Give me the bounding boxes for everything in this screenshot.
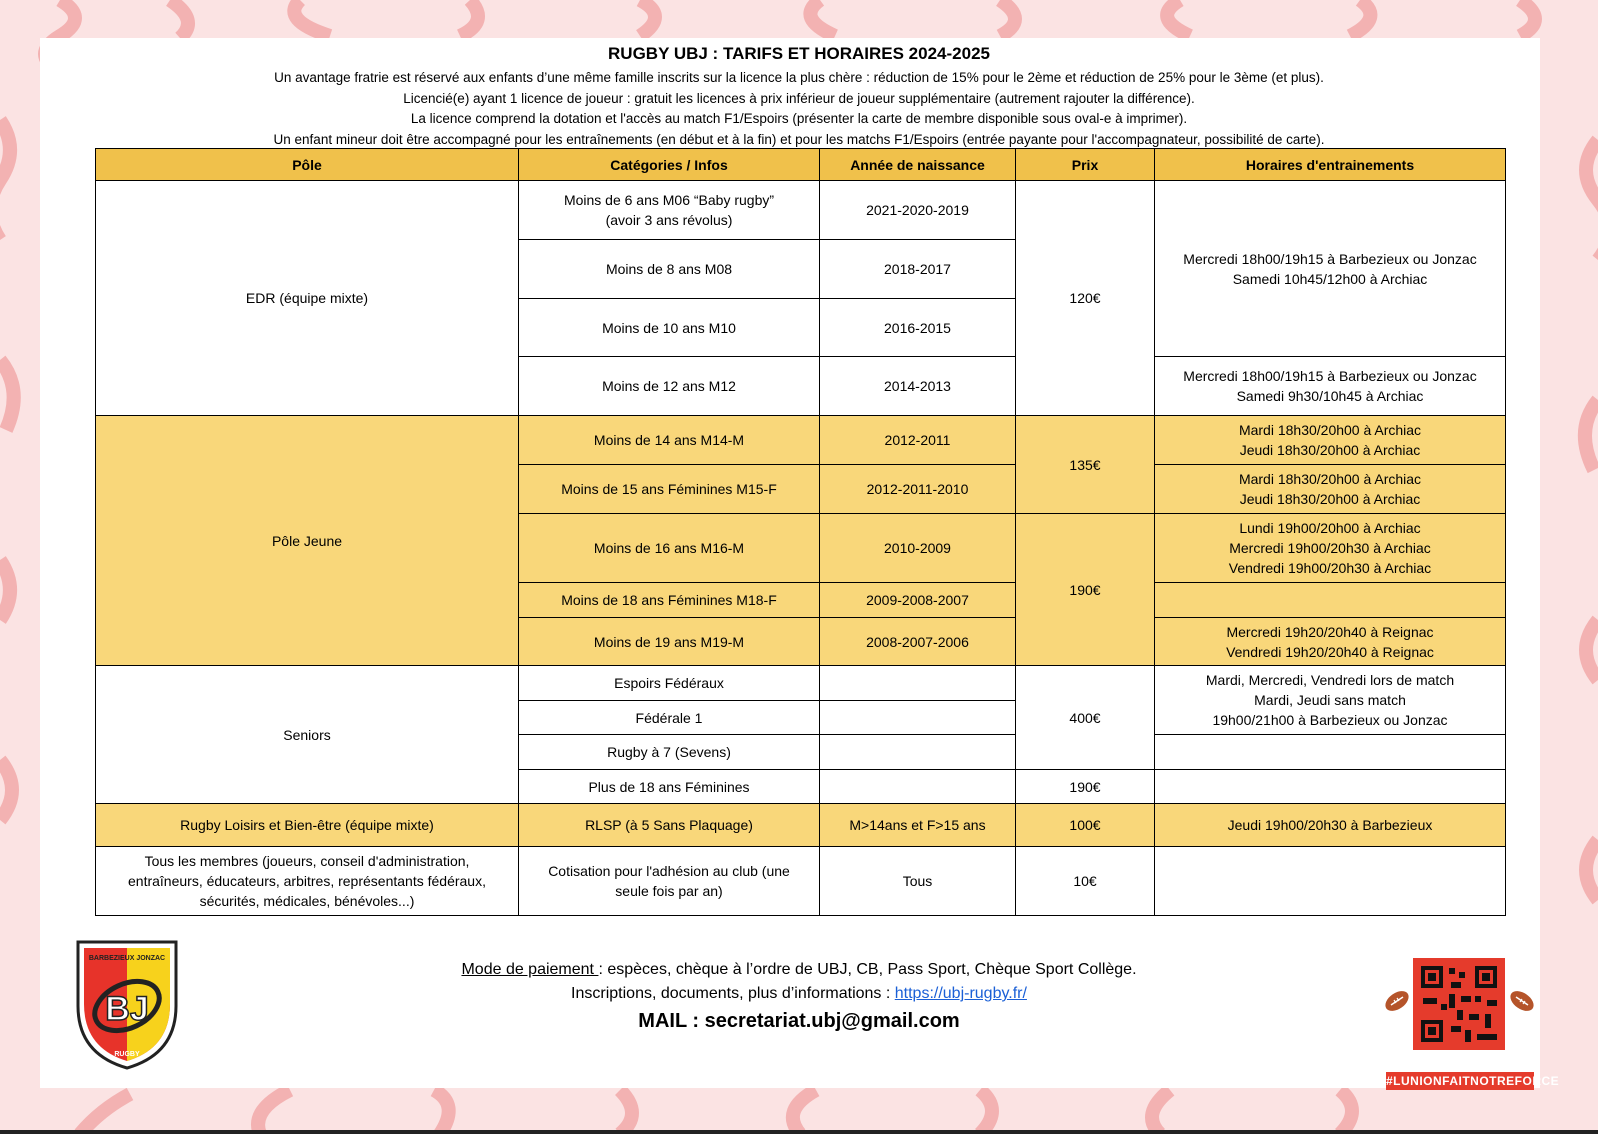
hours-line: Jeudi 18h30/20h00 à Archiac — [1239, 491, 1421, 507]
hashtag-badge: #LUNIONFAITNOTREFORCE — [1386, 1074, 1560, 1088]
hours-cell: Jeudi 19h00/20h30 à Barbezieux — [1155, 804, 1506, 847]
year-cell: 2010-2009 — [820, 514, 1016, 583]
category-cell: Rugby à 7 (Sevens) — [519, 735, 820, 770]
hours-line: Mercredi 19h20/20h40 à Reignac — [1226, 623, 1434, 640]
pole-line: sécurités, médicales, bénévoles...) — [199, 893, 415, 909]
website-link[interactable]: https://ubj-rugby.fr/ — [894, 985, 1027, 1002]
hours-line: Mercredi 19h00/20h30 à Archiac — [1229, 540, 1431, 556]
header-prix: Prix — [1016, 149, 1155, 181]
category-line: seule fois par an) — [615, 883, 723, 899]
year-cell: 2008-2007-2006 — [820, 618, 1016, 666]
year-cell: 2012-2011 — [820, 416, 1016, 465]
hours-cell — [1155, 770, 1506, 804]
table-header-row — [96, 149, 1506, 181]
intro-line: La licence comprend la dotation et l'accès au match F1/Espoirs (présenter la carte de membre disponible sous oval-e à imprimer). — [410, 111, 1188, 126]
price-cell: 190€ — [1016, 514, 1155, 666]
table-row — [96, 666, 1506, 701]
page-title: RUGBY UBJ : TARIFS ET HORAIRES 2024-2025 — [608, 44, 990, 63]
bottom-divider — [0, 1130, 1598, 1134]
price-cell: 100€ — [1016, 804, 1155, 847]
header-annee: Année de naissance — [820, 149, 1016, 181]
header-horaires: Horaires d'entrainements — [1155, 149, 1506, 181]
year-cell — [820, 666, 1016, 701]
year-cell: Tous — [820, 847, 1016, 916]
year-cell: 2016-2015 — [820, 299, 1016, 357]
price-cell: 135€ — [1016, 416, 1155, 514]
hours-cell — [1155, 666, 1506, 735]
pole-line: entraîneurs, éducateurs, arbitres, représentants fédéraux, — [128, 873, 486, 889]
year-cell: 2021-2020-2019 — [820, 181, 1016, 240]
year-cell: M>14ans et F>15 ans — [820, 804, 1016, 847]
table-row — [96, 416, 1506, 465]
hours-cell — [1155, 465, 1506, 514]
hours-line: 19h00/21h00 à Barbezieux ou Jonzac — [1212, 712, 1448, 728]
table-row — [96, 804, 1506, 847]
category-cell: Moins de 10 ans M10 — [519, 299, 820, 357]
year-cell — [820, 735, 1016, 770]
hours-cell — [1155, 416, 1506, 465]
year-cell: 2012-2011-2010 — [820, 465, 1016, 514]
pole-cell: Rugby Loisirs et Bien-être (équipe mixte) — [96, 804, 519, 847]
hours-cell — [1155, 357, 1506, 416]
hours-line: Samedi 9h30/10h45 à Archiac — [1236, 388, 1424, 404]
year-cell — [820, 701, 1016, 735]
year-cell: 2014-2013 — [820, 357, 1016, 416]
price-cell: 400€ — [1016, 666, 1155, 770]
table-row — [96, 847, 1506, 916]
tarifs-table — [95, 148, 1506, 916]
hours-line: Mercredi 18h00/19h15 à Barbezieux ou Jonzac — [1183, 368, 1477, 384]
info-text: Inscriptions, documents, plus d’informations : — [571, 985, 895, 1002]
header-pole: Pôle — [96, 149, 519, 181]
table-row — [96, 181, 1506, 240]
category-cell: Moins de 15 ans Féminines M15-F — [519, 465, 820, 514]
hours-line: Mardi 18h30/20h00 à Archiac — [1238, 422, 1422, 438]
category-cell: Plus de 18 ans Féminines — [519, 770, 820, 804]
category-cell: RLSP (à 5 Sans Plaquage) — [519, 804, 820, 847]
rugby-ball-icon — [1508, 988, 1536, 1014]
payment-text: : espèces, chèque à l’ordre de UBJ, CB, Pass Sport, Chèque Sport Collège. — [598, 961, 1137, 978]
intro-line: Un avantage fratrie est réservé aux enfants d’une même famille inscrits sur la licence la plus chère : réduction de 15% pour le 2ème et réduction de 25% pour le 3ème (et plus). — [274, 70, 1324, 85]
year-cell: 2009-2008-2007 — [820, 583, 1016, 618]
category-cell: Moins de 16 ans M16-M — [519, 514, 820, 583]
intro-line: Licencié(e) ayant 1 licence de joueur : gratuit les licences à prix inférieur de joueur supplémentaire (autrement rajouter la différence). — [403, 90, 1195, 106]
category-cell: Moins de 12 ans M12 — [519, 357, 820, 416]
hours-line: Jeudi 18h30/20h00 à Archiac — [1239, 442, 1421, 458]
hours-line: Samedi 10h45/12h00 à Archiac — [1232, 270, 1428, 287]
pole-line: Tous les membres (joueurs, conseil d'administration, — [144, 853, 470, 869]
category-line: (avoir 3 ans révolus) — [605, 212, 733, 228]
price-cell: 120€ — [1016, 181, 1155, 416]
footer — [0, 958, 1598, 1036]
hours-line: Mercredi 18h00/19h15 à Barbezieux ou Jonzac — [1183, 250, 1477, 267]
mail-line: MAIL : secretariat.ubj@gmail.com — [638, 1010, 960, 1032]
category-cell: Moins de 18 ans Féminines M18-F — [519, 583, 820, 618]
hours-cell — [1155, 847, 1506, 916]
pole-cell: EDR (équipe mixte) — [96, 181, 519, 416]
qr-code-icon — [1413, 958, 1505, 1050]
info-line — [0, 982, 1598, 1006]
hours-cell — [1155, 583, 1506, 618]
pole-cell — [96, 847, 519, 916]
rugby-ball-icon — [1383, 988, 1411, 1014]
hours-line: Mardi 18h30/20h00 à Archiac — [1238, 471, 1422, 487]
category-cell: Moins de 8 ans M08 — [519, 240, 820, 299]
payment-line — [0, 958, 1598, 982]
hours-line: Lundi 19h00/20h00 à Archiac — [1239, 520, 1421, 536]
intro-notes — [0, 68, 1598, 150]
year-cell: 2018-2017 — [820, 240, 1016, 299]
intro-line: Un enfant mineur doit être accompagné pour les entraînements (en début et à la fin) et pour les matchs F1/Espoirs (entrée payante pour l'accompagnateur, possibilité de carte). — [273, 131, 1325, 147]
hours-cell — [1155, 735, 1506, 770]
hours-line: Mardi, Jeudi sans match — [1254, 692, 1406, 708]
price-cell: 10€ — [1016, 847, 1155, 916]
hours-line: Vendredi 19h20/20h40 à Reignac — [1226, 643, 1434, 660]
category-cell — [519, 181, 820, 240]
category-line: Cotisation pour l'adhésion au club (une — [548, 863, 790, 879]
category-line: Moins de 6 ans M06 “Baby rugby” — [563, 192, 775, 208]
payment-label: Mode de paiement — [461, 961, 599, 978]
logo-top-text: BARBEZIEUX JONZAC — [88, 955, 166, 962]
hours-cell — [1155, 618, 1506, 666]
hours-line: Mardi, Mercredi, Vendredi lors de match — [1205, 672, 1455, 688]
hours-cell — [1155, 181, 1506, 357]
category-cell: Moins de 19 ans M19-M — [519, 618, 820, 666]
pole-cell: Seniors — [96, 666, 519, 804]
header-categories: Catégories / Infos — [519, 149, 820, 181]
pole-cell: Pôle Jeune — [96, 416, 519, 666]
year-cell — [820, 770, 1016, 804]
category-cell: Espoirs Fédéraux — [519, 666, 820, 701]
logo-bottom-text: RUGBY — [114, 1051, 140, 1058]
category-cell — [519, 847, 820, 916]
category-cell: Fédérale 1 — [519, 701, 820, 735]
hours-cell — [1155, 514, 1506, 583]
price-cell: 190€ — [1016, 770, 1155, 804]
category-cell: Moins de 14 ans M14-M — [519, 416, 820, 465]
hours-line: Vendredi 19h00/20h30 à Archiac — [1228, 560, 1432, 576]
logo-letters: BJ — [105, 990, 149, 1028]
